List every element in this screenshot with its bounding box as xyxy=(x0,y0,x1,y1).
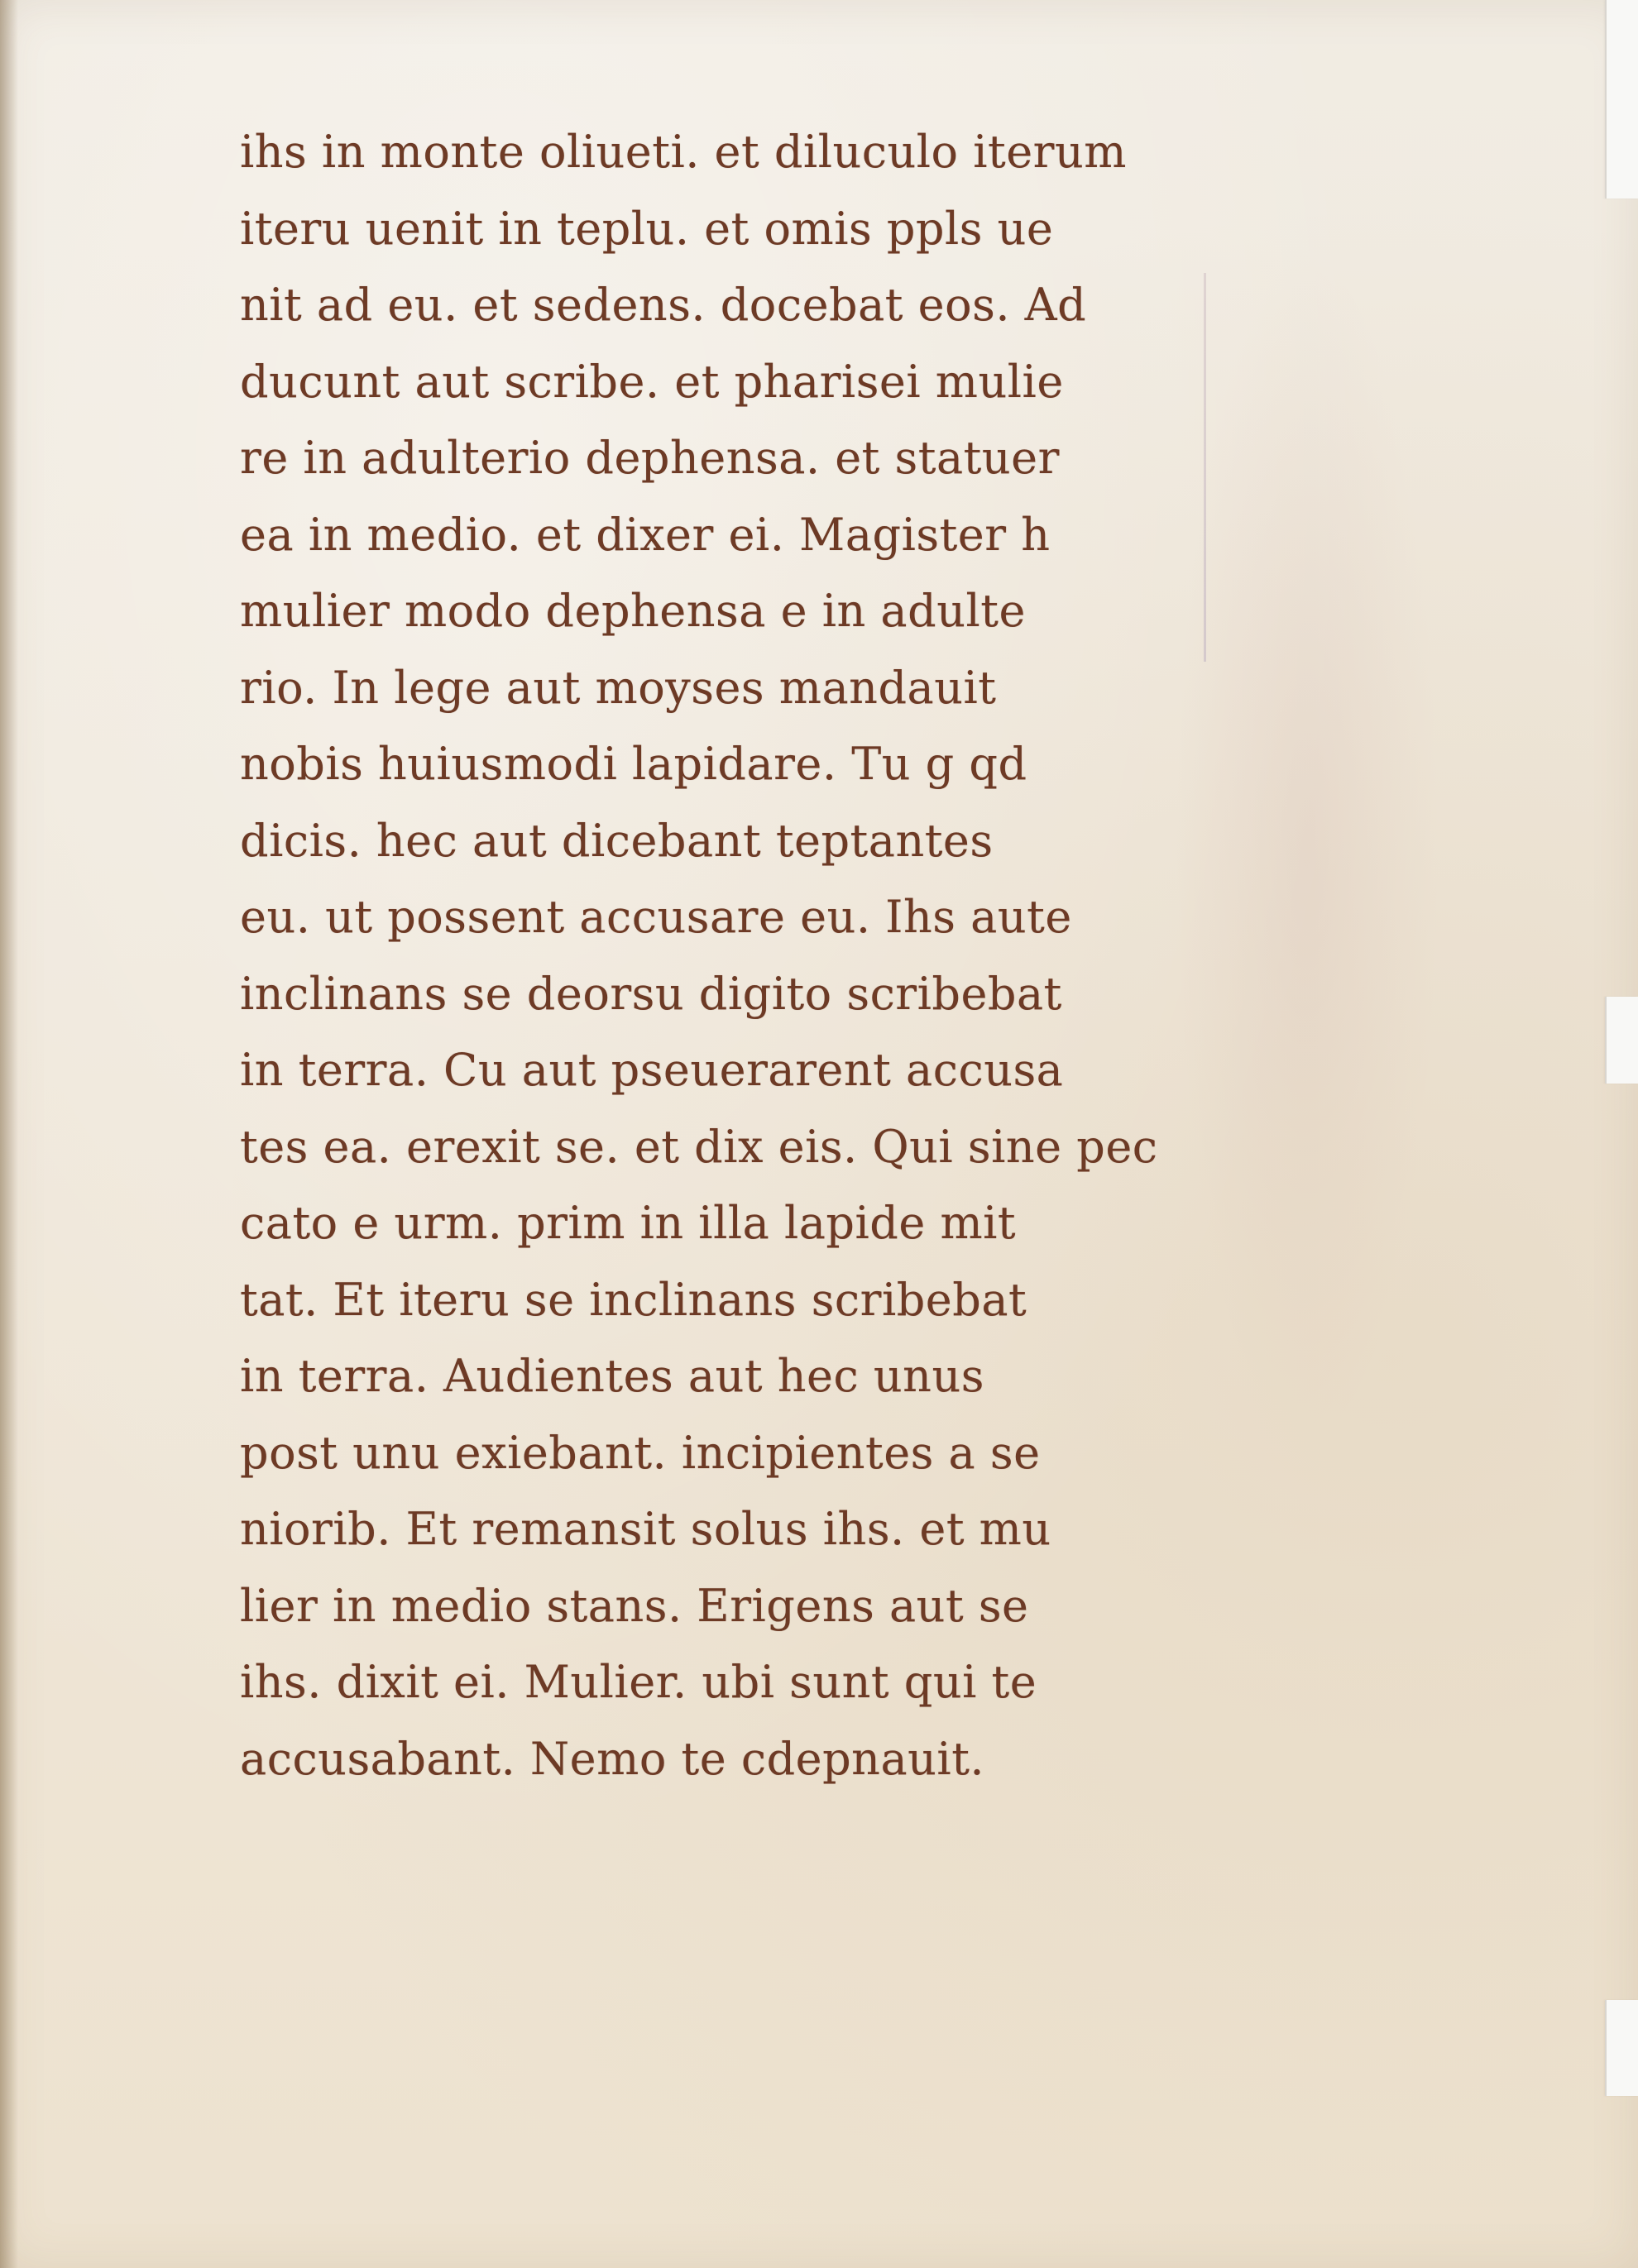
text-line: ducunt aut scribe. et pharisei mulie xyxy=(240,355,1064,408)
ruling-line xyxy=(1204,273,1206,662)
paper-tab-middle xyxy=(1605,997,1638,1084)
text-line: nit ad eu. et sedens. docebat eos. Ad xyxy=(240,279,1087,331)
text-line: nobis huiusmodi lapidare. Tu g qd xyxy=(240,738,1027,790)
text-line: post unu exiebant. incipientes a se xyxy=(240,1426,1041,1479)
text-line: in terra. Cu aut pseuerarent accusa xyxy=(240,1044,1064,1096)
text-line: accusabant. Nemo te cdepnauit. xyxy=(240,1732,985,1785)
show-through-stain xyxy=(1175,248,1439,1447)
paper-tab-bottom xyxy=(1605,2000,1638,2096)
manuscript-text-block xyxy=(240,114,1166,1797)
text-line: mulier modo dephensa e in adulte xyxy=(240,585,1026,637)
text-line: lier in medio stans. Erigens aut se xyxy=(240,1579,1029,1632)
text-line: ihs in monte oliueti. et diluculo iterum xyxy=(240,126,1127,178)
text-line: inclinans se deorsu digito scribebat xyxy=(240,967,1062,1020)
text-line: re in adulterio dephensa. et statuer xyxy=(240,432,1060,484)
text-line: tes ea. erexit se. et dix eis. Qui sine pec xyxy=(240,1120,1158,1173)
binding-gutter xyxy=(0,0,18,2268)
text-line: niorib. Et remansit solus ihs. et mu xyxy=(240,1503,1051,1555)
text-line: tat. Et iteru se inclinans scribebat xyxy=(240,1273,1027,1326)
text-line: eu. ut possent accusare eu. Ihs aute xyxy=(240,891,1072,943)
text-line: dicis. hec aut dicebant teptantes xyxy=(240,814,994,867)
text-line: cato e urm. prim in illa lapide mit xyxy=(240,1197,1017,1249)
text-line: iteru uenit in teplu. et omis ppls ue xyxy=(240,202,1054,255)
text-line: ihs. dixit ei. Mulier. ubi sunt qui te xyxy=(240,1656,1037,1708)
text-line: rio. In lege aut moyses mandauit xyxy=(240,661,997,714)
text-line: ea in medio. et dixer ei. Magister h xyxy=(240,508,1051,561)
text-line: in terra. Audientes aut hec unus xyxy=(240,1350,984,1402)
paper-tab-top xyxy=(1605,0,1638,199)
